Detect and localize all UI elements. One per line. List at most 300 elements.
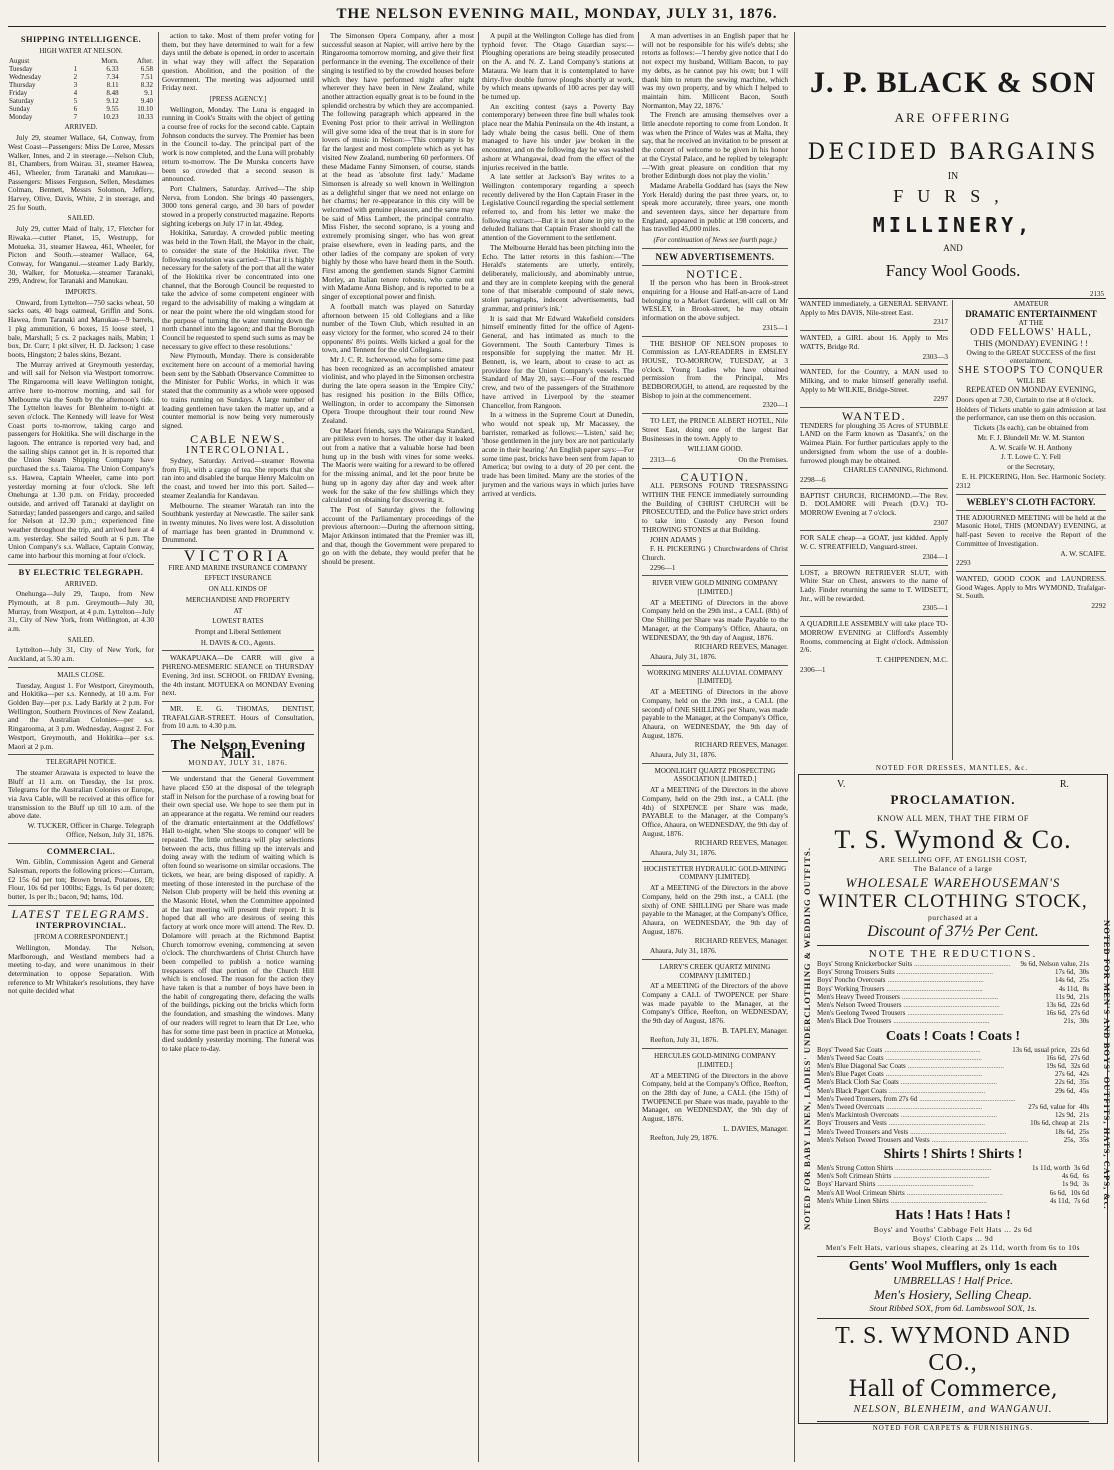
price-row: Men's Heavy Tweed Trousers ....................................................... 11s 9d, 21s: [817, 992, 1089, 1001]
mails-text: Tuesday, August 1. For Westport, Greymouth, and Hokitika—per s.s. Kennedy, at 10 a.m. For Golden Bay—per p.s. Lady Barkly at 2 p.m. For Wellington, Southern Provinces of New Zealand, and the Australian Colonies—per s.s. Ringarooma, at 3 p.m. Wednesday, August 2. For Westport, Greymouth, and Hokitika—per s.s. Maori at 2 p.m.: [8, 680, 154, 751]
webley-sign: A. W. SCAIFE.: [1060, 548, 1106, 558]
parliament-news: The Post of Saturday gives the following account of the Parliamentary proceedings of the previous afternoon:—During the afternoon sitting, Major Atkinson intimated that the Premier was ill, and that, though the Government were prepared to go on with the debate, they would prefer that he should be present.: [322, 504, 474, 567]
r-mark: R.: [1059, 779, 1069, 790]
item-name: Men's Tweed Trousers, from 27s 6d: [817, 1094, 918, 1103]
company-heading: LARRY'S CREEK QUARTZ MINING COMPANY [LIMITED.]: [659, 962, 771, 980]
price-row: Boys' Poncho Overcoats ....................................................... 14s 6d, 25s: [817, 976, 1089, 985]
item-name: Boys' Strong Trousers Suits: [817, 968, 895, 977]
tide-col: After.: [136, 57, 153, 66]
price-row: Men's Blue Paget Coats ....................................................... 27s 6d, 42s: [817, 1070, 1089, 1079]
hats-line: Men's Felt Hats, various shapes, clearing at 2s 11d, worth from 6s to 10s: [825, 1243, 1081, 1253]
company-heading: RIVER VIEW GOLD MINING COMPANY [LIMITED.]: [652, 579, 778, 597]
price-row: Men's Black Paget Coats ....................................................... 29s 6d, 45s: [817, 1086, 1089, 1095]
sox: Stout Ribbed SOX, from 6d. Lambswool SOX, 1s.: [869, 1303, 1037, 1314]
company-place: Ahaura, July 31, 1876.: [650, 750, 717, 760]
price-row: Boys' Working Trousers ....................................................... 4s 11d, 8s: [817, 984, 1089, 993]
classified-ad: WANTED, for the Country, a MAN used to Milking, and to make himself generally useful. Apply to Mr WILKIE, Bridge-Street.: [800, 367, 948, 394]
tide-header-row: [8, 57, 154, 65]
item-name: Men's Blue Paget Coats: [817, 1070, 884, 1079]
tide-cell: 10.23: [102, 113, 119, 122]
webley-heading: WEBLEY'S CLOTH FACTORY.: [966, 497, 1096, 508]
column-divider: [318, 32, 319, 1462]
item-name: Men's Black Paget Coats: [817, 1086, 887, 1095]
tide-cell: 8.32: [140, 81, 153, 90]
cook-ad: WANTED, GOOD COOK and LAUNDRESS. Good Wages. Apply to Mrs WYMOND, Trafalgar-St. South.: [956, 573, 1106, 601]
company-notice: AT a MEETING of the Directors of the above Company a CALL of TWOPENCE per Share was made payable to the Manager, at the Company's Office, Reefton, on WEDNESDAY, the 9th day of August, 1876.: [642, 981, 788, 1026]
arrived-heading: ARRIVED.: [64, 123, 98, 132]
purchased: purchased at a: [928, 913, 978, 922]
tide-cell: 9.12: [106, 97, 119, 106]
ad-number: 2293: [956, 558, 971, 568]
item-name: Men's Nelson Tweed Trousers: [817, 1001, 902, 1010]
press-heading: [PRESS AGENCY.]: [209, 94, 267, 103]
item-value: 35s: [1079, 1135, 1089, 1144]
item-name: Men's Geelong Tweed Trousers: [817, 1009, 906, 1018]
item-value: 6s: [1082, 1172, 1089, 1181]
item-price: 21s,: [1063, 1017, 1076, 1026]
black-decided: DECIDED BARGAINS: [807, 140, 1099, 165]
item-name: Boys' Tweed Sac Coats: [817, 1045, 883, 1054]
patrons: A. W. Scaife W. H. Anthony: [989, 442, 1073, 452]
tel-arrived-text: Onehunga—July 29, Taupo, from New Plymouth, at 8 p.m. Greymouth—July 30, Murray, from Westport, at 4 p.m. Lyttelton—July 31, City of New York, from Wellington, at 4.30 a.m.: [8, 589, 154, 634]
ad-number: 2320—1: [762, 400, 788, 410]
secretary-sign: E. H. PICKERING, Hon. Sec. Harmonic Society.: [961, 471, 1106, 481]
price-row: Men's Geelong Tweed Trousers ....................................................... 16s 6d, 27s 6d: [817, 1009, 1089, 1018]
victoria-line: EFFECT INSURANCE: [204, 574, 272, 583]
item-value: 7s 6d: [1074, 1196, 1089, 1205]
item-name: Boys' Harvard Shirts: [817, 1180, 876, 1189]
tide-row: [8, 113, 154, 121]
sailed-heading: SAILED.: [67, 214, 95, 223]
item-price: 9s 6d, Nelson value, 21s: [1020, 960, 1089, 968]
item-value: 21s: [1079, 1111, 1089, 1120]
victoria-insurance-ad: [162, 548, 314, 647]
company-sign: RICHARD REEVES, Manager.: [694, 936, 788, 946]
item-name: Boys' Poncho Overcoats: [817, 976, 886, 985]
sailed-text: July 29, cutter Maid of Italy, 17, Fletcher for Riwaka.—cutter Planet, 15, Westrupp, for Motueka. 31, steamer Hawea, 461, Wheeler, for Picton and South.—steamer Wallace, 64, Conway, for Wanganui.—steamer Lady Barkly, 30, Walker, for Motueka.—steamer Taranaki, 299, Andrew, for Taranaki and Manukau.: [8, 224, 154, 286]
tide-cell: Friday: [9, 89, 28, 98]
tide-cell: 3: [73, 81, 78, 90]
item-value: 10s 6d: [1070, 1188, 1089, 1197]
port-chalmers-news: Port Chalmers, Saturday. Arrived—The ship Nerva, from London. She brings 40 passengers, 3000 tons general cargo, and 30 bars of powder stowed in a properly constructed magazine. Reports sighting icebergs on July 17 in lat. 49deg.: [162, 183, 314, 228]
amateur-label: AMATEUR: [1013, 300, 1049, 308]
intercolonial-text: Sydney, Saturday. Arrived—steamer Rowena from Fiji, with a cargo of tea. She reports that she ran into and disabled the barque Henry Malcolm on the coast, and towed her into this port. Sailed—steamer Zealandia for Kandavau.: [162, 456, 314, 500]
item-name: Men's Strong Cotton Shirts: [817, 1164, 894, 1173]
classified-ad: FOR SALE cheap—a GOAT, just kidded. Apply W. C. STREATFIELD, Vanguard-street.: [800, 533, 948, 552]
price-list: [817, 1164, 1089, 1205]
column-divider: [638, 32, 639, 1462]
know-all-men: KNOW ALL MEN, THAT THE FIRM OF: [877, 814, 1029, 823]
at-label: AT THE: [1018, 318, 1044, 328]
price-row: Boys' Tweed Sac Coats ....................................................... 13s 6d, usual price, 22s 6d: [817, 1045, 1089, 1054]
new-adverts-heading: NEW ADVERTISEMENTS.: [655, 251, 775, 262]
black-in: IN: [947, 171, 959, 182]
item-price: 22s 6d,: [1055, 1078, 1076, 1087]
winter-stock: WINTER CLOTHING STOCK,: [818, 891, 1088, 912]
shirts-heading: Shirts ! Shirts ! Shirts !: [883, 1147, 1023, 1163]
tel-sailed: SAILED.: [67, 635, 95, 644]
tide-row: [8, 89, 154, 97]
item-price: 13s 6d,: [1046, 1001, 1067, 1010]
item-name: Men's Mackintosh Overcoats: [817, 1111, 899, 1120]
dentist-ad: MR. E. G. THOMAS, DENTIST, TRAFALGAR-STREET. Hours of Consultation, from 10 a.m. to 4.30 p.m.: [162, 703, 314, 731]
note-reductions: NOTE THE REDUCTIONS.: [817, 945, 1089, 960]
black-furs: FURS,: [893, 186, 1013, 206]
price-row: Men's Tweed Trousers, from 27s 6d .......................................................: [817, 1094, 1016, 1103]
column-telegrams: [162, 32, 314, 1462]
performance-night: THIS (MONDAY) EVENING ! !: [974, 337, 1088, 348]
item-price: 1s 11d, worth: [1031, 1164, 1071, 1173]
will-be: WILL BE: [1016, 375, 1046, 385]
item-price: 25s,: [1063, 1135, 1076, 1144]
price-row: Men's Blue Diagonal Sac Coats ....................................................... 19s 6d, 32s 6d: [817, 1062, 1089, 1071]
patrons: Mr. F. J. Blundell Mr. W. M. Stanton: [977, 432, 1085, 442]
interprovincial-text: Wellington, Monday. The Nelson, Marlborough, and Westland members had a meeting to-day, and were unanimous in their determination to oppose Separation. With reference to Mr Whitaker's resolutions, they have not quite decided what: [8, 942, 154, 996]
news-item: The Melbourne Herald has been pitching into the Echo. The latter retorts in this fashion:—'The Herald's statements are utterly, entirely, deliberately, maliciously, and abominably untrue, and they are in complete keeping with the general tone of that miserable compound of stale news, stolen paragraphs, indecent advertisements, bad grammar, and printer's ink.': [482, 242, 634, 313]
ad-number: 2292: [1091, 601, 1106, 611]
news-item: The French are amusing themselves over a little anecdote reporting to come from London. It was when the Prince of Wales was at Malta, they say, that he received an invitation to be present at the concert of welcome to be given in his honor at the Crystal Palace, and he replied by telegraph:—'With great pleasure on condition that my brother Edinburgh does not play the violin.': [642, 110, 788, 181]
company-heading: HOCHSTETTER HYDRAULIC GOLD-MINING COMPANY [LIMITED].: [643, 864, 787, 882]
wymond-firm: T. S. Wymond & Co.: [834, 825, 1072, 854]
tide-cell: Thursday: [9, 81, 36, 90]
wholesale: WHOLESALE WAREHOUSEMAN'S: [845, 875, 1061, 890]
tel-arrived: ARRIVED.: [64, 579, 98, 588]
tide-col: August: [9, 57, 30, 66]
ad-number: 2135: [1090, 290, 1104, 298]
victoria-agent: H. DAVIS & CO., Agents.: [200, 638, 276, 647]
tickets-text: Tickets (3s each), can be obtained from: [973, 423, 1089, 433]
tide-cell: Wednesday: [9, 73, 42, 82]
price-row: Men's Strong Cotton Shirts ....................................................... 1s 11d, worth 3s 6d: [817, 1164, 1089, 1173]
item-price: 4s 11d,: [1058, 984, 1079, 993]
company-sign: B. TAPLEY, Manager.: [722, 1025, 788, 1035]
imports-heading: IMPORTS.: [65, 288, 97, 297]
wymond-advert: [798, 774, 1112, 1433]
tide-table: [8, 57, 154, 121]
item-name: Men's Nelson Tweed Trousers and Vests: [817, 1135, 930, 1144]
news-item: Madame Arabella Goddard has (says the New York Herald) during the past three years, or, to speak more accurately, three years, one month and seventeen days, since her departure from England, appeared in public at 198 concerts, and has travelled 45,000 miles.: [642, 180, 788, 234]
repeated-text: REPEATED ON MONDAY EVENING,: [965, 385, 1097, 395]
latest-heading: LATEST TELEGRAMS.: [11, 906, 151, 921]
item-name: Men's Tweed Sac Coats: [817, 1053, 884, 1062]
gents-mufflers: Gents' Wool Mufflers, only 1s each: [817, 1256, 1089, 1275]
company-sign: RICHARD REEVES, Manager.: [694, 642, 788, 652]
tide-row: [8, 73, 154, 81]
item-price: 19s 6d,: [1046, 1062, 1067, 1071]
price-row: Boys' Strong Knickerbocker Suits ....................................................... 9s 6d, Nelson value, 21s: [817, 960, 1089, 968]
company-notice: AT a MEETING of the Directors in the above Company, held at the Company's Office, Reefton, on the 28th day of June, a CALL (the 15th) of TWOPENCE per Share was made, payable to the Manager, on WEDNESDAY, the 9th day of August, 1876.: [642, 1070, 788, 1124]
victoria-line: MERCHANDISE AND PROPERTY: [185, 595, 291, 604]
arrived-text: July 29, steamer Wallace, 64, Conway, from West Coast—Passengers: Miss De Loree, Messrs Walker, Innes, and 2 in steerage.—Nelson Club, 81, Chambers, from Wairau. 31, steamer Hawea, 461, Wheeler, from Taranaki and Manukau—Passengers: Misses Ferguson, Sellen, Mesdames Colman, Bennett, Messrs Solomon, Jeffery, Harvey, Olive, Davis, White, 2 in steerage, and 25 for South.: [8, 133, 154, 212]
telegraph-heading: BY ELECTRIC TELEGRAPH.: [18, 567, 144, 577]
item-value: 21s: [1079, 992, 1089, 1001]
item-name: Boys' Working Trousers: [817, 984, 885, 993]
price-row: Men's All Wool Crimean Shirts ....................................................... 6s 6d, 10s 6d: [817, 1188, 1089, 1197]
tide-cell: 10.33: [137, 113, 153, 122]
ad-number: 2306—1: [800, 664, 826, 674]
hokitika-news: Hokitika, Saturday. A crowded public meeting was held in the Town Hall, the Mayor in the chair, to consider the state of the Hokitika river. The following resolution was carried:—'That it is highly necessary for the safety of the port that all the water of the Hokitika river be concentrated into one channel, that the Borough Council be requested to take the advice of some competent engineer with regard to the advisability of making a wingdam at or near the point where the old wingdam stood for the purpose of turning the water running down the north channel into the lagoon; and that the Borough Council be requested to spend such sums as may be necessary to give effect to these resolutions.': [162, 228, 314, 351]
item-value: 25s: [1079, 976, 1089, 985]
item-name: Men's Tweed Overcoats: [817, 1103, 885, 1112]
item-value: 40s: [1079, 1103, 1089, 1112]
ad-number: 2303—3: [922, 351, 948, 361]
masthead: THE NELSON EVENING MAIL, MONDAY, JULY 31, 1876.: [336, 6, 778, 22]
item-value: 30s: [1079, 968, 1089, 977]
item-name: Men's White Linen Shirts: [817, 1196, 889, 1205]
ad-number: 2315—1: [762, 322, 788, 332]
leader-text: We understand that the General Government have placed £50 at the disposal of the telegraph staff in Nelson for the purchase of a rowing boat for their own special use. We hope to see them put in an appearance at the regatta. We remind our readers of the dramatic entertainment at the Oddfellows' Hall to-night, when 'She stoops to conquer' will be repeated. The little orchestra will play selections between the acts, thus filling up the intervals and doing away with the tedium of waiting which is often found so wearisome on similar occasions. The tickets, we hear, are being disposed of rapidly. A meeting of those interested in the purchase of the Nelson Club property will be held this evening at the Masonic Hotel, when the Committee appointed at the last meeting will present their report. It is hoped that all who are desirous of seeing this factory at work once more will attend. The Rev. D. Dolamore will preach at the Richmond Baptist Church tomorrow evening, commencing at seven o'clock. The churchwardens of Christ Church have been compelled to publish a notice warning trespassers off that portion of the Church Hill which is enclosed. The reason for the action they have taken is that a number of boys have been in the habit of congregating there, defacing the walls of the buildings, picking out the bricks which form the foundation, and smashing the windows. Many of our readers will regret to learn that Dr Lee, who has for some time past been in practice at Motueka, died suddenly yesterday morning. The funeral was to take place to-day.: [162, 774, 314, 1053]
proclamation: PROCLAMATION.: [890, 792, 1016, 807]
tide-cell: 10.10: [137, 105, 153, 114]
balance-text: The Balance of a large: [913, 864, 993, 873]
item-value: 45s: [1079, 1086, 1089, 1095]
item-name: Men's Blue Diagonal Sac Coats: [817, 1062, 906, 1071]
tide-cell: Tuesday: [9, 65, 33, 74]
doors-text: Doors open at 7.30, Curtain to rise at 8 o'clock.: [956, 395, 1094, 405]
divider: [798, 298, 1106, 299]
hosiery: Men's Hosiery, Selling Cheap.: [874, 1287, 1032, 1303]
tide-cell: 6.58: [140, 65, 153, 74]
victoria-foot: Prompt and Liberal Settlement: [194, 628, 282, 636]
victoria-title: VICTORIA: [183, 548, 293, 566]
item-price: 16s 6d,: [1046, 1009, 1067, 1018]
item-price: 16s 6d,: [1046, 1053, 1067, 1062]
patrons: J. T. Lowe C. Y. Fell: [1001, 452, 1061, 462]
item-price: 12s 9d,: [1055, 1111, 1076, 1120]
price-row: Men's White Linen Shirts ....................................................... 4s 11d, 7s 6d: [817, 1196, 1089, 1205]
item-value: 25s: [1079, 1127, 1089, 1136]
tide-cell: 8.11: [106, 81, 119, 90]
column-divider: [794, 32, 795, 1462]
item-price: 10s 6d, cheap at: [1030, 1119, 1076, 1128]
caution-heading: CAUTION.: [680, 469, 750, 484]
webley-text: THE ADJOURNED MEETING will be held at the Masonic Hotel, THIS (MONDAY) EVENING, at half-past Seven to receive the Report of the Committee of Investigation.: [956, 512, 1106, 548]
melbourne-text: Melbourne. The steamer Waratah ran into the Southbank yesterday at Newcastle. The sailer sank in twenty minutes. No lives were lost. A dissolution of marriage has been granted in Drummond v. Drummond.: [162, 500, 314, 545]
company-place: Ahaura, July 31, 1876.: [650, 946, 717, 956]
company-heading: HERCULES GOLD-MINING COMPANY [LIMITED.]: [654, 1052, 776, 1069]
company-notice: AT a MEETING of the Directors in the above Company, held on the 29th inst., a CALL (the sixth) of ONE SHILLING per Share was made payable to the Manager, at the Company's Office, Ahaura, on WEDNESDAY, the 9th day of August, 1876.: [642, 883, 788, 936]
item-name: Boys' Strong Knickerbocker Suits: [817, 960, 913, 968]
ad-number: 2307: [933, 517, 948, 527]
wymond-firm-footer: T. S. WYMOND AND CO.,: [817, 1318, 1089, 1377]
item-name: Men's All Wool Crimean Shirts: [817, 1188, 905, 1197]
news-item: It is said that Mr Edward Wakefield considers himself eminently fitted for the office of Agent-General, and has intimated as much to the Government. The South Canterbury Times is responsible for supplying the matter. Mr H. Bennett, is, we learn, about to cease to act as providore for the Union Company's vessels. The Standard of May 20, says:—Four of the rescued crew, and two of the passengers of the Strathmore have arrived in Liverpool by the steamer Chancellor, from Rangoon.: [482, 313, 634, 410]
hats-line: Boys' Cloth Caps ... 9d: [912, 1234, 994, 1244]
black-millinery: MILLINERY,: [872, 213, 1034, 237]
interprovincial-heading: INTERPROVINCIAL.: [35, 921, 127, 931]
tolet-ad: TO LET, the PRINCE ALBERT HOTEL, Nile Street East, doing one of the largest Bar Businesses in the town. Apply to: [642, 416, 788, 443]
branch-towns: NELSON, BLENHEIM, and WANGANUI.: [853, 1404, 1053, 1416]
tolet-sign: WILLIAM GOOD.: [687, 445, 743, 454]
commercial-heading: COMMERCIAL.: [46, 846, 116, 856]
classified-ad: WANTED, a GIRL about 16. Apply to Mrs WATTS, Bridge Rd.: [800, 333, 948, 351]
item-value: 30s: [1079, 1017, 1089, 1026]
company-notice: AT a MEETING of Directors in the above Company, held on the 29th inst., a CALL (the second) of ONE SHILLING per Share, was made payable to the Manager, at the Company's Office, Ahaura, on WEDNESDAY, the 9th day of August, 1876.: [642, 687, 788, 740]
company-place: Reefton, July 29, 1876.: [650, 1133, 719, 1143]
play-title: SHE STOOPS TO CONQUER: [958, 364, 1104, 376]
news-item: A late settler at Jackson's Bay writes to a Wellington contemporary regarding a speech recently delivered by the Hon Captain Fraser in the Legislative Council regarding the special settlement referred to, and from his letter we make the following extract:—But it is not alone in pity to the deluded Italians that Captain Fraser should call the attention of the Government to the settlement.: [482, 172, 634, 243]
tide-cell: 4: [73, 89, 78, 98]
item-name: Men's Heavy Tweed Trousers: [817, 992, 900, 1001]
telnotice-text: The steamer Arawata is expected to leave the Bluff at 11 a.m. on Tuesday, the 1st prox. Telegrams for the Australian Colonies or Europe, via Java Cable, will be received at this office for transmission to the Bluff up till 10 a.m. of the above date.: [8, 767, 154, 821]
company-notice: AT a MEETING of the Directors in the above Company, held on the 29th inst., a CALL (the 4th) of SIXPENCE per Share was made, PAYABLE to the Manager, at the Company's Office, Ahaura, on WEDNESDAY, the 9th day of August, 1876.: [642, 785, 788, 838]
item-value: 22s 6d: [1070, 1045, 1089, 1054]
tide-col: Morn.: [101, 57, 119, 66]
company-place: Ahaura, July 31, 1876.: [650, 848, 717, 858]
company-sign: RICHARD REEVES, Manager.: [694, 838, 788, 848]
classified-ad: WANTED immediately, a GENERAL SERVANT. Apply to Mrs DAVIS, Nile-street East.: [800, 300, 948, 317]
continuation-note: (For continuation of News see fourth page.): [653, 236, 777, 245]
tolet-place: On the Premises.: [738, 454, 788, 464]
tide-cell: 9.1: [144, 89, 153, 98]
news-item: In a witness in the Supreme Court at Dunedin, who would not speak up, Mr Macassey, the barrister, remarked as follows:—'Listen,' said he; 'those gentlemen in the jury box are not particularly acute in their hearing.' An English paper says:—For some time past, bricks have been sent from Japan to America; but owing to a duty of 20 per cent. the trade has been limited. Many are the stories of the jurymen and the various ways in which juries have arrived at verdicts.: [482, 410, 634, 498]
classified-ad: BAPTIST CHURCH, RICHMOND.—The Rev. D. DOLAMORE will Preach (D.V.) TO-MORROW Evening at 7 o'clock.: [800, 490, 948, 518]
item-value: 3s 6d: [1074, 1164, 1089, 1173]
holders-text: Holders of Tickets unable to gain admission at last the performance, can use them on this occasion.: [956, 404, 1106, 423]
v-mark: V.: [837, 779, 846, 790]
tide-heading: HIGH WATER AT NELSON.: [39, 46, 123, 55]
hats-heading: Hats ! Hats ! Hats !: [895, 1208, 1011, 1224]
item-price: 27s 6d,: [1055, 1070, 1076, 1079]
item-price: 29s 6d,: [1055, 1086, 1076, 1095]
classified-ad: LOST, a BROWN RETRIEVER SLUT, with White Star on Chest, answers to the name of Lady. Finder returning the same to T. WIDSETT, Jnr., will be rewarded.: [800, 567, 948, 603]
item-name: Men's Black Cloth Sac Coats: [817, 1078, 899, 1087]
item-value: 3s: [1082, 1180, 1089, 1189]
tide-cell: Sunday: [9, 105, 30, 114]
tel-sailed-text: Lyttelton—July 31, City of New York, for Auckland, at 5.30 a.m.: [8, 645, 154, 664]
item-name: Men's Black Doe Trousers: [817, 1017, 892, 1026]
item-value: 42s: [1079, 1070, 1089, 1079]
item-value: 27s 6d: [1070, 1053, 1089, 1062]
caution-sign: F. H. PICKERING } Churchwardens of Christ Church.: [642, 544, 788, 562]
column-divider: [478, 32, 479, 1462]
intercolonial-heading: INTERCOLONIAL.: [185, 445, 291, 457]
company-heading: WORKING MINERS' ALLUVIAL COMPANY [LIMITED].: [647, 668, 783, 686]
price-row: Men's Nelson Tweed Trousers and Vests ....................................................... 25s, 35s: [817, 1135, 1089, 1144]
tide-cell: Saturday: [9, 97, 34, 106]
price-row: Men's Tweed Sac Coats ....................................................... 16s 6d, 27s 6d: [817, 1053, 1089, 1062]
item-value: 27s 6d: [1070, 1009, 1089, 1018]
price-list: [817, 960, 1089, 1026]
price-row: Men's Nelson Tweed Trousers ....................................................... 13s 6d, 22s 6d: [817, 1001, 1089, 1010]
company-heading: MOONLIGHT QUARTZ PROSPECTING ASSOCIATION [LIMITED.]: [654, 766, 776, 784]
shipping-heading: SHIPPING INTELLIGENCE.: [20, 35, 142, 44]
cable-heading: CABLE NEWS.: [190, 431, 286, 446]
new-plymouth-news: New Plymouth, Monday. There is considerable excitement here on account of a memorial having been sent by the Sabbath Observance Committee to the Minister for Public Works, in which it was stated that the community as a whole were opposed to trains running on Sundays. A large number of leading gentlemen have taken the matter up, and a counter memorial is now being very numerously signed.: [162, 351, 314, 430]
hats-line: Boys' and Youths' Cabbage Felt Hats ... 2s 6d: [873, 1225, 1033, 1235]
item-price: 4s 11d,: [1050, 1196, 1071, 1205]
ad-number: 2317: [933, 317, 948, 327]
classified-ad: A QUADRILLE ASSEMBLY will take place TO-MORROW EVENING at Clifford's Assembly Rooms, commencing at Eight o'clock. Admission 2/6.: [800, 619, 948, 655]
black-offer: ARE OFFERING: [894, 110, 1012, 125]
maori-news: Our Maori friends, says the Wairarapa Standard, are pitiless even to horses. The other day it leaked out from a native that a valuable horse had been hung up in the bush with vines for some weeks. The Maoris were waiting for a reward to be offered for the missing animal, and let the poor brute be hung up in agony day after day and week after week for the sake of the few shillings which they calculated on obtaining for discovering it.: [322, 425, 474, 505]
item-name: Men's Tweed Trousers and Vests: [817, 1127, 909, 1136]
item-price: 11s 9d,: [1055, 992, 1076, 1001]
price-row: Men's Black Doe Trousers ....................................................... 21s, 30s: [817, 1017, 1089, 1026]
price-row: Boys' Trousers and Vests ....................................................... 10s 6d, cheap at 21s: [817, 1119, 1089, 1128]
or-secretary: or the Secretary,: [1007, 461, 1055, 471]
commercial-text: Wm. Giblin, Commission Agent and General Salesman, reports the following prices:—Curram, £2 15s 6d per ton; Brown bread, Potatoes, £8; Flour, 10s 6d per 100lbs; Eggs, 1s 6d per dozen; butter, 1s per lb.; bacon, 9d; hams, 10d.: [8, 857, 154, 902]
ad-number: 2305—1: [922, 603, 948, 613]
caution-sign: JOHN ADAMS }: [650, 534, 702, 544]
tide-row: [8, 81, 154, 89]
company-notice: AT a MEETING of Directors in the above Company held on the 29th inst., a CALL (8th) of One Shilling per Share was made Payable to the Manager, at the Company's Office, Ahaura, on WEDNESDAY, the 9th day of August, 1876.: [642, 597, 788, 642]
price-row: Men's Tweed Overcoats ....................................................... 27s 6d, value for 40s: [817, 1103, 1089, 1112]
tide-cell: 7.51: [140, 73, 153, 82]
price-row: Men's Black Cloth Sac Coats ....................................................... 22s 6d, 35s: [817, 1078, 1089, 1087]
tide-row: [8, 97, 154, 105]
paper-title: The Nelson Evening Mail.: [170, 738, 306, 761]
item-price: 4s 6d,: [1062, 1172, 1079, 1181]
noted-baby-linen: NOTED FOR BABY LINEN, LADIES' UNDERCLOTHING & WEDDING OUTFITS.: [802, 847, 812, 1230]
price-row: Boys' Harvard Shirts ....................................................... 1s 9d, 3s: [817, 1180, 1089, 1189]
ad-number: 2298—6: [800, 474, 826, 484]
column-divider: [158, 32, 159, 1462]
item-price: 27s 6d, value for: [1028, 1103, 1076, 1112]
ad-sign: T. CHIPPENDEN, M.C.: [876, 654, 948, 664]
classified-ad: TENDERS for ploughing 35 Acres of STUBBLE LAND on the Farm known as 'Dasant's,' on the Waimea Plain. For further particulars apply to the undersigned from whom the use of a double-furrowed plough may be obtained.: [800, 420, 948, 465]
noted-dresses: NOTED FOR DRESSES, MANTLES, &c.: [875, 764, 1029, 772]
item-price: 14s 6d,: [1055, 976, 1076, 985]
company-sign: RICHARD REEVES, Manager.: [694, 740, 788, 750]
victoria-line: LOWEST RATES: [212, 617, 264, 626]
black-and: AND: [943, 243, 963, 253]
column-local-news: [322, 32, 474, 1462]
telegram-cont: action to take. Most of them prefer voting for them, but they have determined to wait for a few days until the debate is opened, in order to ascertain in what way they will affect the Separation question. Abolition, and the position of the Government. The meeting was adjourned until Friday next.: [162, 32, 314, 93]
small-ads-left: [800, 300, 948, 764]
wanted-heading: WANTED.: [841, 409, 907, 424]
correspondent: [FROM A CORRESPONDENT.]: [34, 933, 128, 942]
notice-heading: NOTICE.: [686, 266, 744, 281]
item-price: 1s 9d,: [1062, 1180, 1079, 1189]
wakapuaka-ad: WAKAPUAKA—De CARR will give a PHRENO-MESMERIC SEANCE on THURSDAY Evening, 3rd inst. SCHOOL on FRIDAY Evening, the 4th instant. MOTUEKA on MONDAY Evening next.: [162, 653, 314, 698]
item-price: 6s 6d,: [1049, 1188, 1067, 1197]
ad-number: 2313—6: [650, 454, 676, 464]
ad-number: 2296—1: [650, 562, 676, 572]
column-shipping: [8, 32, 154, 1462]
caution-text: ALL PERSONS FOUND TRESPASSING WITHIN THE FENCE immediately surrounding the Building of CHRIST CHURCH will be PROSECUTED, and the Police have strict orders to take into Custody any Person found THROWING STONES at that Building.: [642, 481, 788, 534]
news-item: A pupil at the Wellington College has died from typhoid fever. The Otago Guardian says:—Ploughing operations are being steadily prosecuted on the A. and N. Z. Land Company's stations at Mataura. We learn that it is contemplated to have thirty-five double furrow ploughs shortly at work, by which means upwards of 100 acres per day will be turned up.: [482, 32, 634, 101]
item-price: 17s 6d,: [1055, 968, 1076, 977]
bishop-notice: THE BISHOP OF NELSON proposes to Commission as LAY-READERS in EMSLEY HOUSE, TO-MORROW, TUESDAY, at 3 o'clock. Young Ladies who have obtained permission from the Principal, Mrs BEDBOROUGH, to attend, are requested by the Bishop to join at the commencement.: [642, 338, 788, 400]
item-value: 21s: [1079, 1119, 1089, 1128]
tide-cell: 5: [73, 97, 78, 106]
ad-number: 2304—1: [922, 551, 948, 561]
notice-text: If the person who has been in Brook-street enquiring for a House and Half-an-acre of Land belonging to a Market Gardener, will call on Mr WESLEY, in Brook-street, he may obtain information on the above subject.: [642, 278, 788, 323]
item-price: 18s 6d,: [1055, 1127, 1076, 1136]
tide-cell: Monday: [9, 113, 33, 122]
shipping-news: The Murray arrived at Greymouth yesterday, and will sail for Nelson via Westport tomorrow. The Ringarooma will leave Wellington tonight, arrive here to-morrow morning, and sail for Melbourne via the South by the afternoon's tide. The Lyttelton leaves for Blenheim to-night at seven o'clock. The Kennedy will leave for West Coast ports to-morrow, taking cargo and passengers for Hokitika. She will discharge in the lagoon. The entrance is reported very bad, and the sailing ships cannot get in. It is reported that the Union Steam Shipping Company have purchased the s.s. Taiaroa. The Union Company's s.s. Hawea, Captain Wheeler, came into port yesterday morning at four o'clock. She left Onehunga at 1.30 p.m. on Friday, proceeded outside, and arrived off Taranaki at daylight on Saturday; landed passengers and cargo, and sailed for Nelson at 12.30 p.m.; experienced fine weather throughout the trip, and arrived here at 4 a.m. yesterday. She sailed South at 6 p.m. The Union Company's s.s. Wallace, Captain Conway, came into harbour this morning at four o'clock.: [8, 359, 154, 561]
ad-number: 2312: [956, 481, 971, 491]
tide-cell: 1: [73, 65, 78, 74]
company-place: Ahaura, July 31, 1876.: [650, 652, 717, 661]
tide-cell: 9.40: [140, 97, 153, 106]
tide-cell: 2: [73, 73, 78, 82]
black-fancy: Fancy Wool Goods.: [885, 261, 1021, 280]
dramatic-heading: DRAMATIC ENTERTAINMENT: [965, 308, 1097, 319]
wellington-news: Wellington, Monday. The Luna is engaged in running in Cook's Straits with the object of getting a course free of rocks for the second cable. Captain Johnson conducts the survey. The Premier has been in the Council to-day. The principal part of the work is now completed, and the Luna will probably return to-morrow. The De Murska concerts have been so crowded that a second season is announced.: [162, 104, 314, 184]
violinist-news: Mr J. C. R. Ischerwood, who for some time past has been recognized as an accomplished amateur violinist, and who played in the Simonsen orchestra during the late opera season in the 'Empire City,' has resigned his position in the Bills Office, Wellington, in order to accompany the Simonsen Opera Troupe throughout their tour round New Zealand.: [322, 355, 474, 425]
price-row: Men's Soft Crimean Shirts ....................................................... 4s 6d, 6s: [817, 1172, 1089, 1181]
tide-cell: 7: [73, 113, 78, 122]
item-name: Men's Soft Crimean Shirts: [817, 1172, 892, 1181]
ad-sign: CHARLES CANNING, Richmond.: [843, 465, 948, 475]
news-item: A man advertises in an English paper that he will not be responsible for his wife's debts; she retorts as follows:—'I hereby give notice that I do not expect my husband, William Bacon, to pay my debts, as he cannot pay his own; but I will thank him to return the sewing machine, which was my own property, and by which I helped to maintain him. Millicent Bacon, South Normanton, May 22, 1876.': [642, 32, 788, 110]
victoria-sub: FIRE AND MARINE INSURANCE COMPANY: [168, 563, 308, 572]
item-value: 8s: [1082, 984, 1089, 993]
ad-number: 2297: [933, 394, 948, 404]
coats-heading: Coats ! Coats ! Coats !: [885, 1028, 1021, 1044]
